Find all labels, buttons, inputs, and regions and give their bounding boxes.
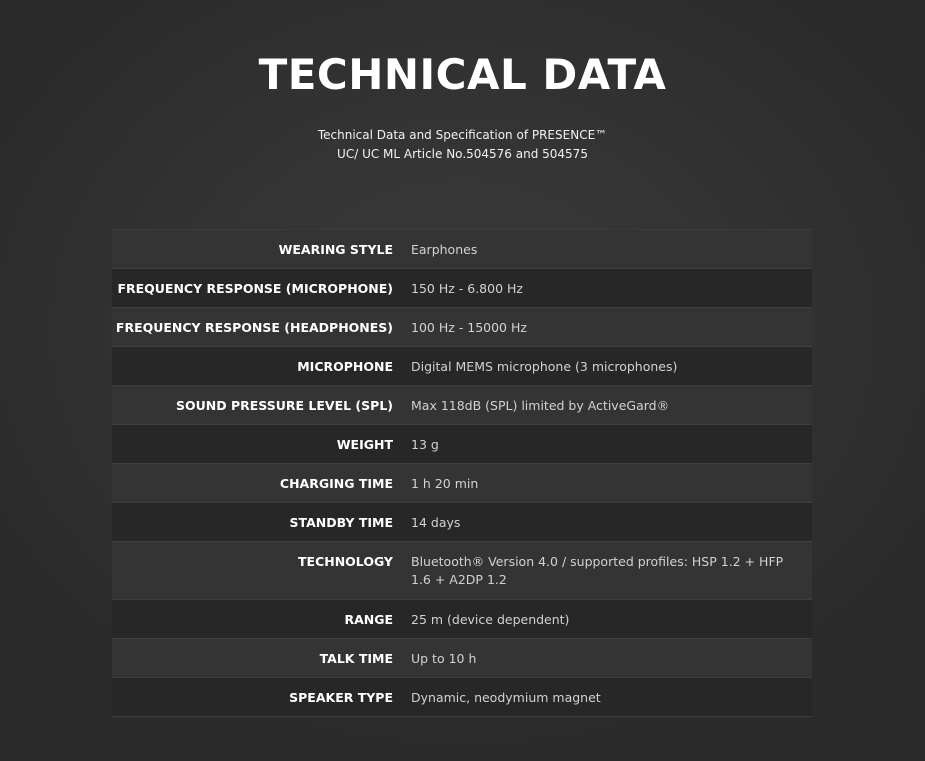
spec-row-speaker-type xyxy=(112,678,812,717)
spec-value: Up to 10 h xyxy=(411,651,477,666)
spec-table xyxy=(112,229,812,717)
spec-value: 25 m (device dependent) xyxy=(411,612,570,627)
spec-row-microphone xyxy=(112,347,812,386)
spec-label: SPEAKER TYPE xyxy=(289,690,393,705)
spec-value: Digital MEMS microphone (3 microphones) xyxy=(411,359,678,374)
spec-label: WEARING STYLE xyxy=(278,242,393,257)
spec-row-technology xyxy=(112,542,812,600)
spec-label: CHARGING TIME xyxy=(279,476,393,491)
spec-row-weight xyxy=(112,425,812,464)
spec-label: TALK TIME xyxy=(319,651,393,666)
page-subtitle xyxy=(0,126,925,164)
spec-label: RANGE xyxy=(344,612,393,627)
spec-value: 14 days xyxy=(411,515,461,530)
spec-value: Bluetooth® Version 4.0 / supported profiles: HSP 1.2 + HFP 1.6 + A2DP 1.2 xyxy=(411,554,784,587)
spec-label: FREQUENCY RESPONSE (HEADPHONES) xyxy=(115,320,393,335)
spec-label: STANDBY TIME xyxy=(289,515,393,530)
spec-label: TECHNOLOGY xyxy=(298,554,393,569)
spec-value: Earphones xyxy=(411,242,478,257)
spec-label: SOUND PRESSURE LEVEL (SPL) xyxy=(176,398,393,413)
spec-value: 100 Hz - 15000 Hz xyxy=(411,320,527,335)
spec-label: WEIGHT xyxy=(336,437,393,452)
spec-row-standby-time xyxy=(112,503,812,542)
spec-row-range xyxy=(112,600,812,639)
spec-label: FREQUENCY RESPONSE (MICROPHONE) xyxy=(117,281,393,296)
spec-value: 150 Hz - 6.800 Hz xyxy=(411,281,523,296)
spec-value: Dynamic, neodymium magnet xyxy=(411,690,601,705)
spec-row-frequency-response-headphones xyxy=(112,308,812,347)
spec-value: 13 g xyxy=(411,437,439,452)
spec-row-charging-time xyxy=(112,464,812,503)
spec-row-talk-time xyxy=(112,639,812,678)
spec-value: 1 h 20 min xyxy=(411,476,479,491)
spec-label: MICROPHONE xyxy=(297,359,393,374)
spec-row-wearing-style xyxy=(112,230,812,269)
spec-row-sound-pressure-level xyxy=(112,386,812,425)
page-title: TECHNICAL DATA xyxy=(258,50,667,99)
subtitle-line-1: Technical Data and Specification of PRESENCE™ xyxy=(317,128,608,142)
subtitle-line-2: UC/ UC ML Article No.504576 and 504575 xyxy=(337,147,588,161)
spec-value: Max 118dB (SPL) limited by ActiveGard® xyxy=(411,398,670,413)
spec-row-frequency-response-microphone xyxy=(112,269,812,308)
